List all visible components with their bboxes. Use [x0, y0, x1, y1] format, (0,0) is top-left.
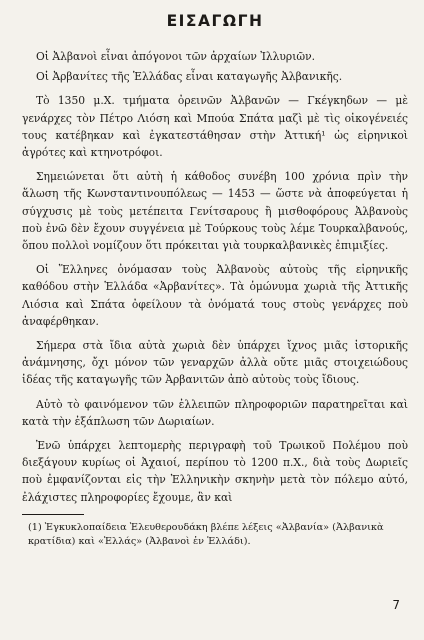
paragraph: Ἐνῶ ὑπάρχει λεπτομερὴς περιγραφὴ τοῦ Τρωικοῦ Πολέμου ποὺ διεξάγουν κυρίως οἱ Ἀχαιοί, περίπου τὸ 1200 π.Χ., διὰ τοὺς Δωριεῖς ποὺ ἐμφανίζονται εἰς τὴν Ἑλληνικὴν σκηνὴν μετὰ τὸν πόλεμο αὐτό, ἐλάχιστες πληροφορίες ἔχουμε, ἂν καὶ — [22, 439, 408, 504]
paragraph: Οἱ Ἕλληνες ὀνόμασαν τοὺς Ἀλβανοὺς αὐτοὺς τῆς εἰρηνικῆς καθόδου στὴν Ἑλλάδα «Ἀρβανίτες». Τὰ ὁμώνυμα χωριὰ τῆς Ἀττικῆς Λιόσια καὶ Σπάτα ὀφείλουν τὰ ὀνόματά τους στοὺς γενάρχες ποὺ ἀναφέρθηκαν. — [22, 263, 408, 328]
paragraph: Οἱ Ἀλβανοὶ εἶναι ἀπόγονοι τῶν ἀρχαίων Ἰλλυριῶν. — [36, 50, 316, 63]
footnote: (1) Ἐγκυκλοπαίδεια Ἐλευθερουδάκη βλέπε λέξεις «Ἀλβανία» (Ἀλβανικὰ κρατίδια) καὶ «Ἑλλάς» (Ἀλβανοὶ ἐν Ἑλλάδι). — [28, 521, 384, 547]
page-number: 7 — [392, 598, 400, 612]
paragraph: Τὸ 1350 μ.Χ. τμήματα ὀρεινῶν Ἀλβανῶν — Γκέγκηδων — μὲ γενάρχες τὸν Πέτρο Λιόση καὶ Μπούα Σπάτα μαζὶ μὲ τὶς οἰκογένειές τους κατέβηκαν καὶ ἐγκατεστάθησαν στὴν Ἀττική¹ ὡς εἰρηνικοὶ ἀγρότες καὶ κτηνοτρόφοι. — [22, 94, 408, 160]
paragraph: Οἱ Ἀρβανίτες τῆς Ἑλλάδας εἶναι καταγωγῆς Ἀλβανικῆς. — [36, 70, 343, 84]
paragraph: Αὐτὸ τὸ φαινόμενον τῶν ἐλλειπῶν πληροφοριῶν παρατηρεῖται καὶ κατὰ τὴν ἐξάπλωση τῶν Δωριαίων. — [22, 397, 408, 428]
page-title: ΕΙΣΑΓΩΓΗ — [166, 12, 264, 30]
paragraph: Σήμερα στὰ ἴδια αὐτὰ χωριὰ δὲν ὑπάρχει ἴχνος μιᾶς ἱστορικῆς ἀνάμνησης, ὄχι μόνον τῶν γεναρχῶν ἀλλὰ οὔτε μιᾶς στοιχειώδους ἰδέας τῆς καταγωγῆς τῶν Ἀρβανιτῶν ἀπὸ αὐτοὺς τοὺς ἴδιους. — [22, 339, 408, 387]
footnote-divider — [22, 514, 84, 515]
paragraph: Σημειώνεται ὅτι αὐτὴ ἡ κάθοδος συνέβη 100 χρόνια πρὶν τὴν ἅλωση τῆς Κωνσταντινουπόλεως — 1453 — ὥστε νὰ ἀποφεύγεται ἡ σύγχυσις μὲ τοὺς μετέπειτα Γενίτσαρους ἢ μισθοφόρους Ἀλβανοὺς ποὺ ἐνῶ δὲν ἔχουν συγγένεια μὲ Τούρκους τοὺς λέμε Τουρκαλβανούς, ὅπου πολλοὶ νομίζουν ὅτι πρόκειται γιὰ τουρκαλβανικὲς ἐπιμιξίες. — [22, 170, 408, 253]
